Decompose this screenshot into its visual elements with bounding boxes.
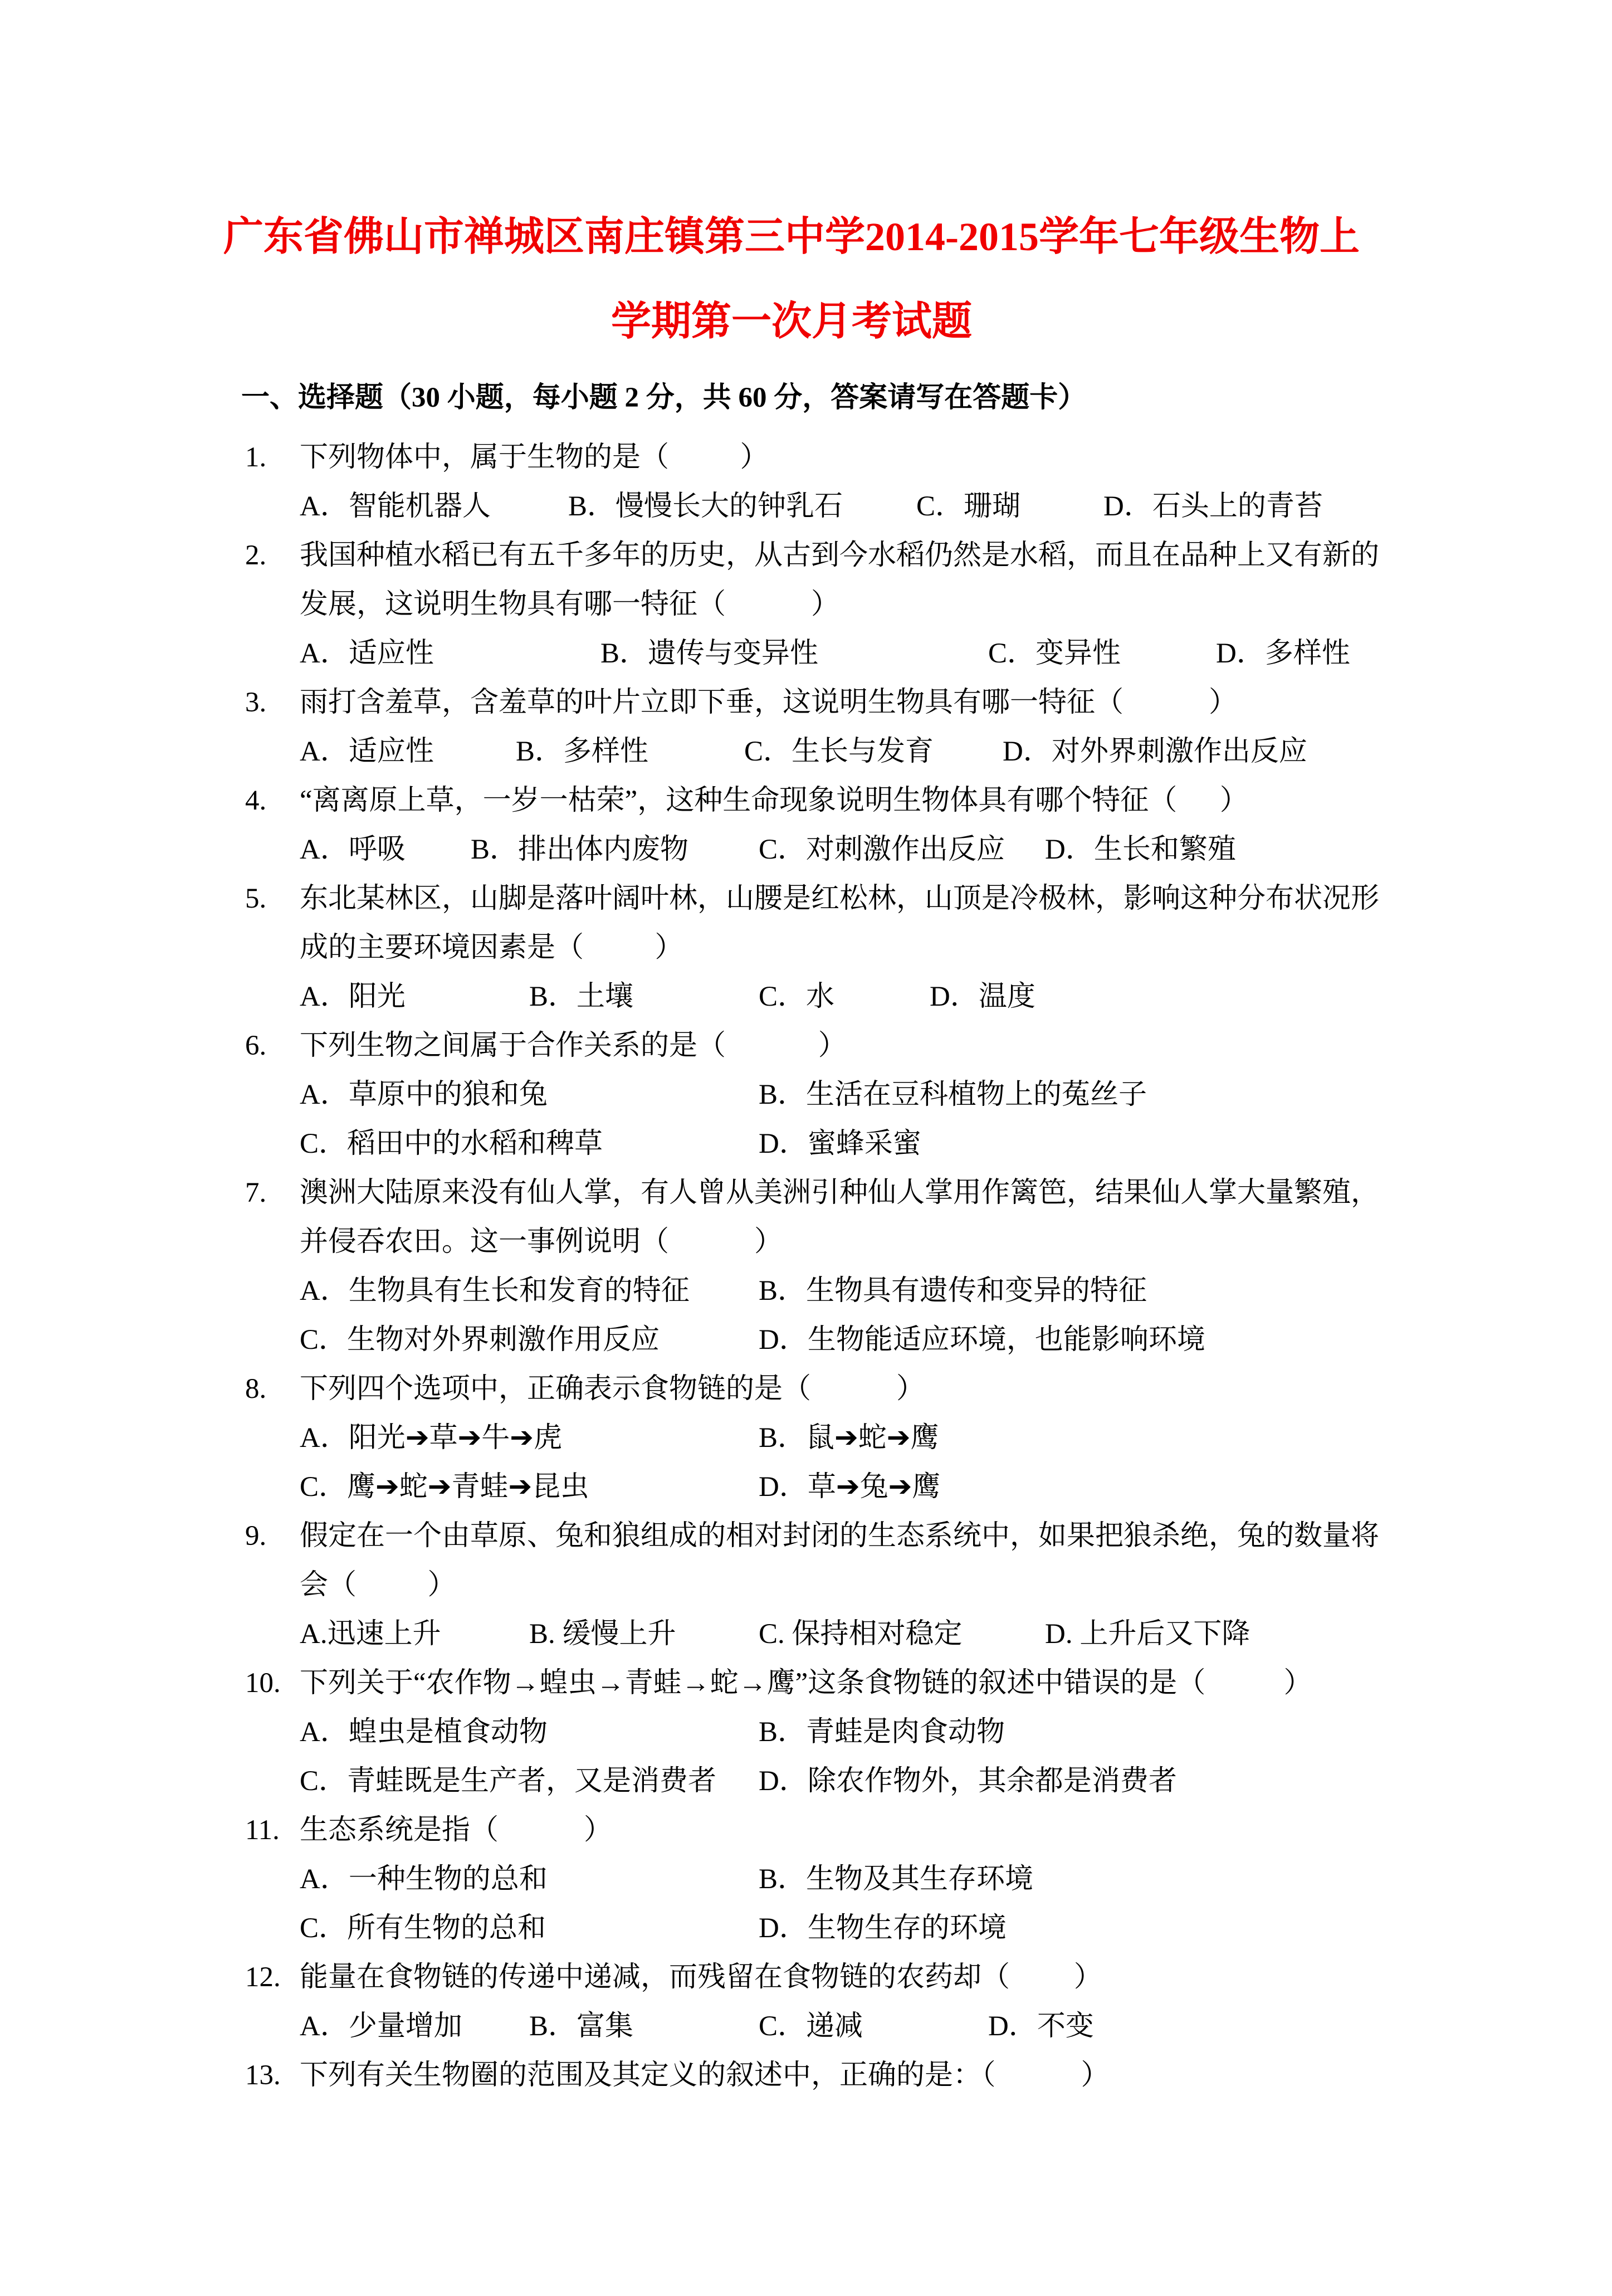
options-row	[0, 727, 1612, 776]
option-b: B．生物具有遗传和变异的特征	[759, 1275, 1147, 1307]
section-heading: 一、选择题（30 小题，每小题 2 分，共 60 分，答案请写在答题卡）	[241, 382, 1087, 413]
options-row	[0, 1855, 1612, 1904]
stem-line	[0, 874, 1612, 923]
option-b: B．土壤	[529, 981, 634, 1012]
question-stem: 下列关于“农作物→蝗虫→青蛙→蛇→鹰”这条食物链的叙述中错误的是（ ）	[300, 1668, 1312, 1699]
option-b: B．富集	[529, 2011, 634, 2042]
option-c: C．递减	[759, 2011, 863, 2042]
question-stem: 东北某林区，山脚是落叶阔叶林，山腰是红松林，山顶是冷极林，影响这种分布状况形	[300, 883, 1380, 914]
option-c: C．生长与发育	[744, 736, 934, 767]
option-a: A．阳光➔草➔牛➔虎	[300, 1422, 563, 1454]
question-stem: 下列有关生物圈的范围及其定义的叙述中，正确的是：（ ）	[300, 2060, 1110, 2091]
stem-line	[0, 433, 1612, 482]
options-row	[0, 972, 1612, 1021]
stem-line	[0, 580, 1612, 629]
option-d: D．温度	[930, 981, 1035, 1012]
options-row	[0, 1266, 1612, 1315]
option-d: D．生物生存的环境	[759, 1913, 1007, 1944]
options-row	[0, 1463, 1612, 1512]
stem-line	[0, 1953, 1612, 2002]
option-c: C．对刺激作出反应	[759, 834, 1005, 865]
option-d: D．生物能适应环境，也能影响环境	[759, 1324, 1205, 1356]
title-line-2: 学期第一次月考试题	[610, 299, 972, 344]
question-stem: 我国种植水稻已有五千多年的历史，从古到今水稻仍然是水稻，而且在品种上又有新的	[300, 540, 1380, 571]
option-d: D．生长和繁殖	[1045, 834, 1236, 865]
option-a: A．阳光	[300, 981, 406, 1012]
options-row	[0, 1610, 1612, 1659]
question-number: 11.	[245, 1815, 280, 1846]
question-stem: 下列生物之间属于合作关系的是（ ）	[300, 1030, 847, 1061]
stem-line	[0, 923, 1612, 972]
options-row	[0, 1119, 1612, 1168]
question-number: 9.	[245, 1520, 267, 1552]
stem-line	[0, 2051, 1612, 2100]
question-stem: 假定在一个由草原、兔和狼组成的相对封闭的生态系统中，如果把狼杀绝，兔的数量将	[300, 1520, 1380, 1552]
option-c: C．珊瑚	[916, 491, 1021, 522]
question-number: 1.	[245, 442, 267, 473]
stem-line	[0, 678, 1612, 727]
option-d: D．蜜蜂采蜜	[759, 1128, 921, 1159]
option-d: D. 上升后又下降	[1045, 1619, 1250, 1650]
option-a: A．一种生物的总和	[300, 1864, 548, 1895]
option-b: B．生活在豆科植物上的菟丝子	[759, 1079, 1147, 1110]
option-a: A．生物具有生长和发育的特征	[300, 1275, 690, 1307]
question-number: 13.	[245, 2060, 281, 2091]
stem-line	[0, 776, 1612, 825]
option-a: A.迅速上升	[300, 1619, 441, 1650]
option-d: D．除农作物外，其余都是消费者	[759, 1766, 1177, 1797]
options-row	[0, 482, 1612, 531]
options-row	[0, 1757, 1612, 1806]
option-b: B．生物及其生存环境	[759, 1864, 1034, 1895]
question-stem: 能量在食物链的传递中递减，而残留在食物链的农药却（ ）	[300, 1962, 1102, 1993]
question-number: 7.	[245, 1177, 267, 1208]
option-a: A．智能机器人	[300, 491, 491, 522]
question-number: 12.	[245, 1962, 281, 1993]
options-row	[0, 1315, 1612, 1364]
options-row	[0, 1070, 1612, 1119]
question-stem: 生态系统是指（ ）	[300, 1815, 613, 1846]
option-b: B．遗传与变异性	[600, 638, 819, 669]
exam-title	[0, 194, 1583, 364]
option-c: C. 保持相对稳定	[759, 1619, 963, 1650]
option-c: C．水	[759, 981, 835, 1012]
question-stem-continued: 成的主要环境因素是（ ）	[300, 932, 683, 963]
question-number: 2.	[245, 540, 267, 571]
option-c: C．生物对外界刺激作用反应	[300, 1324, 660, 1356]
option-a: A．适应性	[300, 736, 434, 767]
options-row	[0, 825, 1612, 874]
options-row	[0, 2002, 1612, 2051]
question-number: 3.	[245, 687, 267, 718]
option-b: B．排出体内废物	[471, 834, 689, 865]
question-stem-continued: 发展，这说明生物具有哪一特征（ ）	[300, 589, 840, 620]
stem-line	[0, 1806, 1612, 1855]
option-c: C．所有生物的总和	[300, 1913, 546, 1944]
option-c: C．青蛙既是生产者，又是消费者	[300, 1766, 717, 1797]
option-a: A．草原中的狼和兔	[300, 1079, 548, 1110]
options-row	[0, 1413, 1612, 1463]
title-line-1: 广东省佛山市禅城区南庄镇第三中学2014-2015学年七年级生物上	[223, 215, 1360, 259]
option-d: D．石头上的青苔	[1103, 491, 1323, 522]
stem-line	[0, 1168, 1612, 1217]
option-c: C．稻田中的水稻和稗草	[300, 1128, 603, 1159]
option-a: A．呼吸	[300, 834, 406, 865]
stem-line	[0, 1217, 1612, 1266]
options-row	[0, 1708, 1612, 1757]
option-b: B．青蛙是肉食动物	[759, 1717, 1005, 1748]
option-a: A．蝗虫是植食动物	[300, 1717, 548, 1748]
question-stem: 澳洲大陆原来没有仙人掌，有人曾从美洲引种仙人掌用作篱笆，结果仙人掌大量繁殖，	[300, 1177, 1380, 1208]
question-number: 4.	[245, 785, 267, 816]
question-number: 6.	[245, 1030, 267, 1061]
option-a: A．少量增加	[300, 2011, 462, 2042]
stem-line	[0, 1021, 1612, 1070]
question-stem: 下列四个选项中，正确表示食物链的是（ ）	[300, 1373, 925, 1405]
options-row	[0, 629, 1612, 678]
option-a: A．适应性	[300, 638, 434, 669]
option-c: C．变异性	[988, 638, 1121, 669]
option-d: D．草➔兔➔鹰	[759, 1471, 941, 1503]
question-stem: 雨打含羞草，含羞草的叶片立即下垂，这说明生物具有哪一特征（ ）	[300, 687, 1238, 718]
option-b: B．多样性	[516, 736, 649, 767]
option-b: B．鼠➔蛇➔鹰	[759, 1422, 939, 1454]
option-d: D．多样性	[1216, 638, 1350, 669]
question-stem-continued: 会（ ）	[300, 1569, 456, 1601]
option-d: D．对外界刺激作出反应	[1003, 736, 1307, 767]
question-number: 10.	[245, 1668, 281, 1699]
question-stem-continued: 并侵吞农田。这一事例说明（ ）	[300, 1226, 783, 1257]
option-b: B．慢慢长大的钟乳石	[568, 491, 843, 522]
question-stem: 下列物体中，属于生物的是（ ）	[300, 442, 769, 473]
option-c: C．鹰➔蛇➔青蛙➔昆虫	[300, 1471, 589, 1503]
options-row	[0, 1904, 1612, 1953]
option-d: D．不变	[988, 2011, 1094, 2042]
question-stem: “离离原上草，一岁一枯荣”，这种生命现象说明生物体具有哪个特征（ ）	[300, 785, 1248, 816]
stem-line	[0, 1512, 1612, 1561]
stem-line	[0, 1561, 1612, 1610]
stem-line	[0, 1659, 1612, 1708]
question-number: 8.	[245, 1373, 267, 1405]
question-number: 5.	[245, 883, 267, 914]
stem-line	[0, 531, 1612, 580]
stem-line	[0, 1364, 1612, 1413]
option-b: B. 缓慢上升	[529, 1619, 676, 1650]
